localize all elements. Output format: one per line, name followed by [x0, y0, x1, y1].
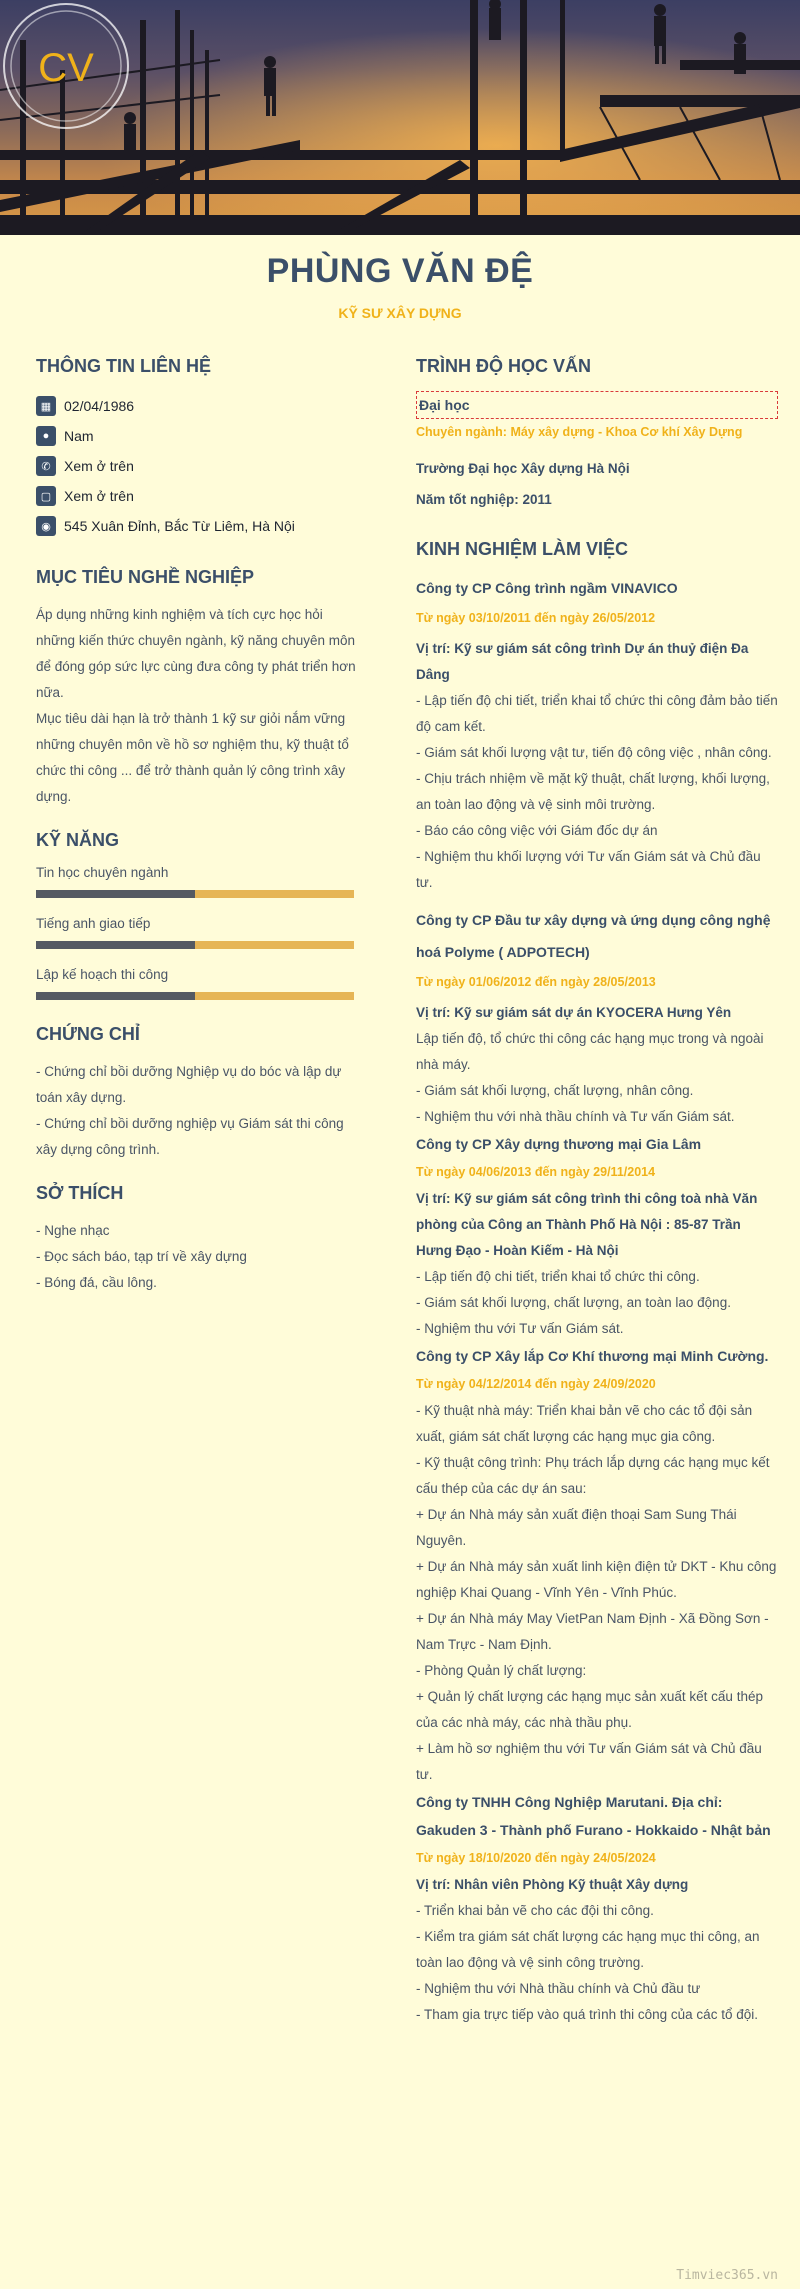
- skill-bar: [36, 941, 354, 949]
- job-company: Công ty CP Đầu tư xây dựng và ứng dụng công nghệ hoá Polyme ( ADPOTECH): [416, 912, 771, 960]
- header-banner: [0, 0, 800, 235]
- job-detail: - Giám sát khối lượng vật tư, tiến độ công việc , nhân công.: [416, 745, 772, 760]
- skill-level-fill: [36, 890, 195, 898]
- job-detail: - Kiểm tra giám sát chất lượng các hạng mục thi công, an toàn lao động và vệ sinh công trường.: [416, 1929, 760, 1970]
- certificate-line: - Chứng chỉ bồi dưỡng nghiệp vụ Giám sát thi công xây dựng công trình.: [36, 1116, 344, 1157]
- skill-bar: [36, 992, 354, 1000]
- skill-name: Tiếng anh giao tiếp: [36, 916, 151, 931]
- skill-item: [36, 967, 356, 1000]
- education-graduation: Năm tốt nghiệp: 2011: [416, 492, 552, 507]
- job-period: Từ ngày 18/10/2020 đến ngày 24/05/2024: [416, 1851, 656, 1865]
- job-detail: - Nghiệm thu với Tư vấn Giám sát.: [416, 1321, 624, 1336]
- job-detail: - Chịu trách nhiệm về mặt kỹ thuật, chất lượng, khối lượng, an toàn lao động và vệ sinh môi trường.: [416, 771, 770, 812]
- job-entry: [416, 574, 778, 896]
- hobby-line: - Đọc sách báo, tạp trí về xây dựng: [36, 1249, 247, 1264]
- right-column: [416, 350, 778, 2028]
- logo-text: CV: [38, 46, 94, 90]
- job-period: Từ ngày 04/12/2014 đến ngày 24/09/2020: [416, 1377, 656, 1391]
- skill-bar: [36, 890, 354, 898]
- education-school: Trường Đại học Xây dựng Hà Nội: [416, 461, 630, 476]
- objective-line: Áp dụng những kinh nghiệm và tích cực học hỏi những kiến thức chuyên ngành, kỹ năng chuyên môn để đóng góp sức lực cùng đưa công ty phát triển hơn nữa.: [36, 607, 356, 700]
- job-entry: [416, 1342, 778, 1788]
- job-detail: - Giám sát khối lượng, chất lượng, nhân công.: [416, 1083, 694, 1098]
- certificate-line: - Chứng chỉ bồi dưỡng Nghiệp vụ do bóc và lập dự toán xây dựng.: [36, 1064, 342, 1105]
- education-title: TRÌNH ĐỘ HỌC VẤN: [416, 356, 591, 376]
- job-position: Vị trí: Kỹ sư giám sát công trình Dự án thuỷ điện Đa Dâng: [416, 641, 749, 682]
- job-company: Công ty CP Xây lắp Cơ Khí thương mại Minh Cường.: [416, 1348, 769, 1364]
- education-degree[interactable]: Đại học: [416, 391, 778, 419]
- job-period: Từ ngày 04/06/2013 đến ngày 29/11/2014: [416, 1165, 656, 1179]
- job-period: Từ ngày 01/06/2012 đến ngày 28/05/2013: [416, 975, 656, 989]
- job-entry: [416, 1130, 778, 1342]
- skill-name: Lập kế hoạch thi công: [36, 967, 169, 982]
- job-detail: - Báo cáo công việc với Giám đốc dự án: [416, 823, 658, 838]
- location-icon: ◉: [36, 516, 56, 536]
- job-detail: Lập tiến độ, tổ chức thi công các hạng mục trong và ngoài nhà máy.: [416, 1031, 764, 1072]
- job-detail: - Lập tiến độ chi tiết, triển khai tổ chức thi công đảm bảo tiến độ cam kết.: [416, 693, 778, 734]
- job-entry: [416, 1788, 778, 2028]
- contact-birthday: [36, 391, 356, 421]
- watermark: Timviec365.vn: [676, 2268, 778, 2283]
- skill-item: [36, 865, 356, 898]
- contact-title: THÔNG TIN LIÊN HỆ: [36, 356, 211, 376]
- job-detail: - Nghiệm thu với nhà thầu chính và Tư vấn Giám sát.: [416, 1109, 735, 1124]
- skills-title: KỸ NĂNG: [36, 830, 120, 850]
- job-detail: - Triển khai bản vẽ cho các đội thi công.: [416, 1903, 654, 1918]
- job-detail: - Kỹ thuật nhà máy: Triển khai bản vẽ cho các tổ đội sản xuất, giám sát chất lượng các hạng mục gia công.: [416, 1403, 753, 1444]
- objective-title: MỤC TIÊU NGHỀ NGHIỆP: [36, 567, 255, 587]
- job-detail: - Phòng Quản lý chất lượng:: [416, 1663, 587, 1678]
- job-entry: [416, 904, 778, 1130]
- user-icon: ●: [36, 426, 56, 446]
- experience-title: KINH NGHIỆM LÀM VIỆC: [416, 539, 629, 559]
- contact-phone: [36, 451, 356, 481]
- contact-email: [36, 481, 356, 511]
- job-detail: + Dự án Nhà máy sản xuất điện thoại Sam Sung Thái Nguyên.: [416, 1507, 737, 1548]
- job-position: Vị trí: Kỹ sư giám sát công trình thi công toà nhà Văn phòng của Công an Thành Phố Hà Nội : 85-87 Trần Hưng Đạo - Hoàn Kiếm - Hà Nội: [416, 1191, 758, 1258]
- job-detail: + Làm hồ sơ nghiệm thu với Tư vấn Giám sát và Chủ đầu tư.: [416, 1741, 762, 1782]
- job-company: Công ty CP Xây dựng thương mại Gia Lâm: [416, 1136, 702, 1152]
- left-column: [36, 350, 356, 1296]
- job-detail: - Nghiệm thu khối lượng với Tư vấn Giám sát và Chủ đầu tư.: [416, 849, 761, 890]
- skill-item: [36, 916, 356, 949]
- skill-level-fill: [36, 992, 195, 1000]
- education-major: Chuyên ngành: Máy xây dựng - Khoa Cơ khí Xây Dựng: [416, 425, 743, 439]
- email-icon: ▢: [36, 486, 56, 506]
- candidate-job-title: KỸ SƯ XÂY DỰNG: [338, 305, 462, 321]
- calendar-icon: ▦: [36, 396, 56, 416]
- skill-name: Tin học chuyên ngành: [36, 865, 169, 880]
- objective-line: Mục tiêu dài hạn là trở thành 1 kỹ sư giỏi nắm vững những chuyên môn về hồ sơ nghiệm thu, kỹ thuật tổ chức thi công ... để trở thành quản lý công trình xây dựng.: [36, 711, 349, 804]
- job-detail: + Dự án Nhà máy May VietPan Nam Định - Xã Đồng Sơn - Nam Trực - Nam Định.: [416, 1611, 769, 1652]
- candidate-name: PHÙNG VĂN ĐỆ: [266, 252, 534, 290]
- contact-text: Xem ở trên: [64, 458, 134, 474]
- skill-level-fill: [36, 941, 195, 949]
- job-position: Vị trí: Nhân viên Phòng Kỹ thuật Xây dựng: [416, 1877, 689, 1892]
- contact-text: 545 Xuân Đỉnh, Bắc Từ Liêm, Hà Nội: [64, 518, 295, 534]
- job-detail: + Quản lý chất lượng các hạng mục sản xuất kết cấu thép của các nhà máy, các nhà thầu phụ.: [416, 1689, 763, 1730]
- job-detail: - Nghiệm thu với Nhà thầu chính và Chủ đầu tư: [416, 1981, 701, 1996]
- hobby-line: - Bóng đá, cầu lông.: [36, 1275, 157, 1290]
- contact-text: Nam: [64, 428, 94, 444]
- job-detail: - Tham gia trực tiếp vào quá trình thi công của các tổ đội.: [416, 2007, 758, 2022]
- job-detail: - Lập tiến độ chi tiết, triển khai tổ chức thi công.: [416, 1269, 700, 1284]
- job-position: Vị trí: Kỹ sư giám sát dự án KYOCERA Hưng Yên: [416, 1005, 732, 1020]
- job-period: Từ ngày 03/10/2011 đến ngày 26/05/2012: [416, 611, 656, 625]
- job-detail: - Giám sát khối lượng, chất lượng, an toàn lao động.: [416, 1295, 731, 1310]
- contact-gender: [36, 421, 356, 451]
- contact-address: [36, 511, 356, 541]
- job-detail: - Kỹ thuật công trình: Phụ trách lắp dựng các hạng mục kết cấu thép của các dự án sau:: [416, 1455, 770, 1496]
- cv-logo: [0, 0, 132, 132]
- hobbies-title: SỞ THÍCH: [36, 1183, 124, 1203]
- hobby-line: - Nghe nhạc: [36, 1223, 110, 1238]
- certificates-title: CHỨNG CHỈ: [36, 1024, 140, 1044]
- job-detail: + Dự án Nhà máy sản xuất linh kiện điện tử DKT - Khu công nghiệp Khai Quang - Vĩnh Yên - Vĩnh Phúc.: [416, 1559, 777, 1600]
- contact-text: 02/04/1986: [64, 398, 135, 414]
- job-company: Công ty CP Công trình ngầm VINAVICO: [416, 580, 678, 596]
- phone-icon: ✆: [36, 456, 56, 476]
- contact-text: Xem ở trên: [64, 488, 134, 504]
- job-company: Công ty TNHH Công Nghiệp Marutani. Địa chỉ: Gakuden 3 - Thành phố Furano - Hokkaido - Nhật bản: [416, 1794, 771, 1838]
